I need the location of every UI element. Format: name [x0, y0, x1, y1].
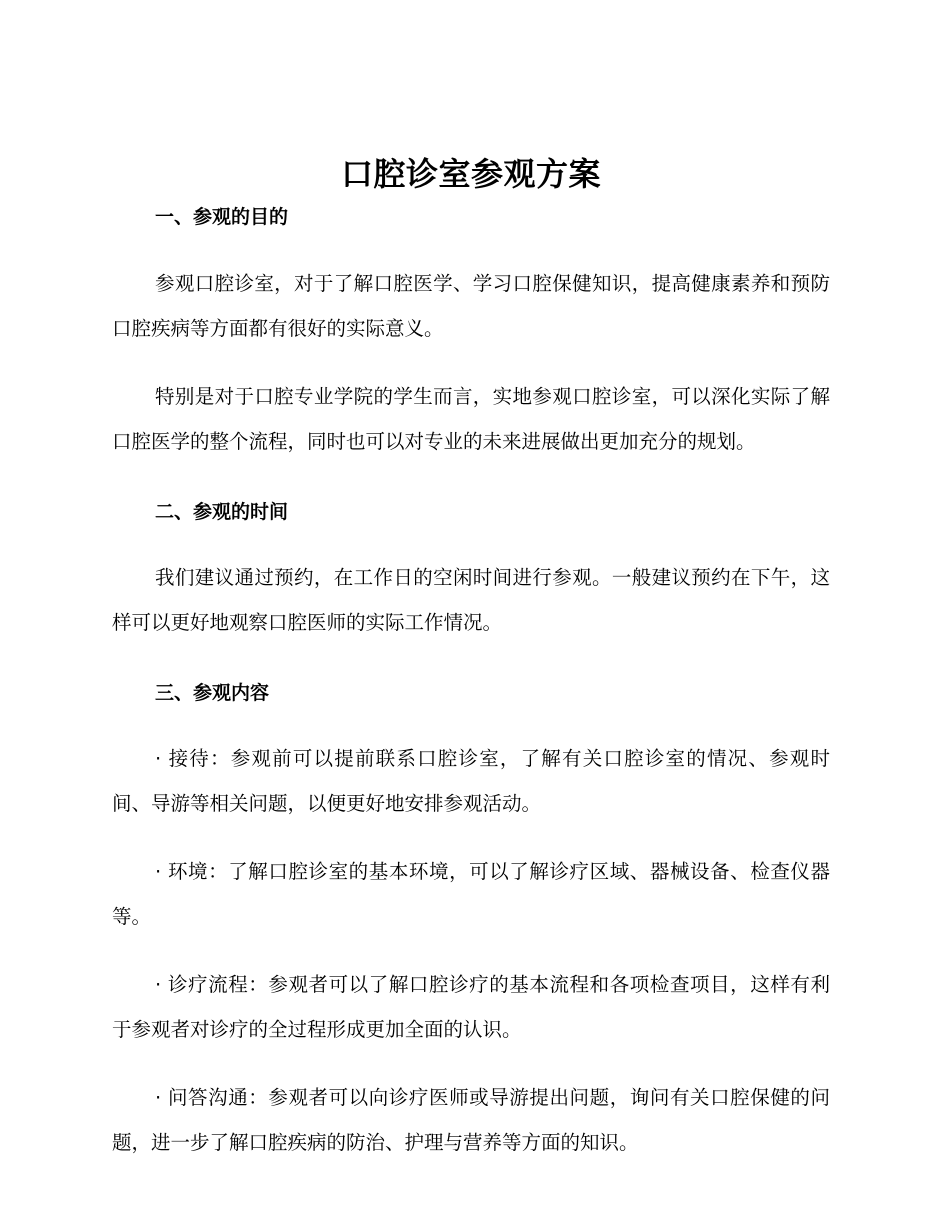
time-paragraph: 我们建议通过预约，在工作日的空闲时间进行参观。一般建议预约在下午，这样可以更好地观察口腔医师的实际工作情况。	[112, 566, 830, 634]
content-bullet-qa: · 问答沟通：参观者可以向诊疗医师或导游提出问题，询问有关口腔保健的问题，进一步了解口腔疾病的防治、护理与营养等方面的知识。	[112, 1086, 830, 1154]
content-bullet-reception: · 接待：参观前可以提前联系口腔诊室，了解有关口腔诊室的情况、参观时间、导游等相关问题，以便更好地安排参观活动。	[112, 747, 830, 815]
document-title: 口腔诊室参观方案	[340, 155, 601, 193]
purpose-paragraph-1: 参观口腔诊室，对于了解口腔医学、学习口腔保健知识，提高健康素养和预防口腔疾病等方面都有很好的实际意义。	[112, 272, 830, 340]
content-bullet-environment: · 环境：了解口腔诊室的基本环境，可以了解诊疗区域、器械设备、检查仪器等。	[112, 860, 830, 928]
purpose-paragraph-2: 特别是对于口腔专业学院的学生而言，实地参观口腔诊室，可以深化实际了解口腔医学的整个流程，同时也可以对专业的未来进展做出更加充分的规划。	[112, 385, 830, 453]
section-heading-purpose: 一、参观的目的	[155, 206, 289, 228]
document-body	[112, 148, 830, 1165]
content-bullet-process: · 诊疗流程：参观者可以了解口腔诊疗的基本流程和各项检查项目，这样有利于参观者对诊疗的全过程形成更加全面的认识。	[112, 973, 830, 1041]
section-heading-content: 三、参观内容	[155, 682, 270, 704]
section-heading-time: 二、参观的时间	[155, 501, 289, 523]
